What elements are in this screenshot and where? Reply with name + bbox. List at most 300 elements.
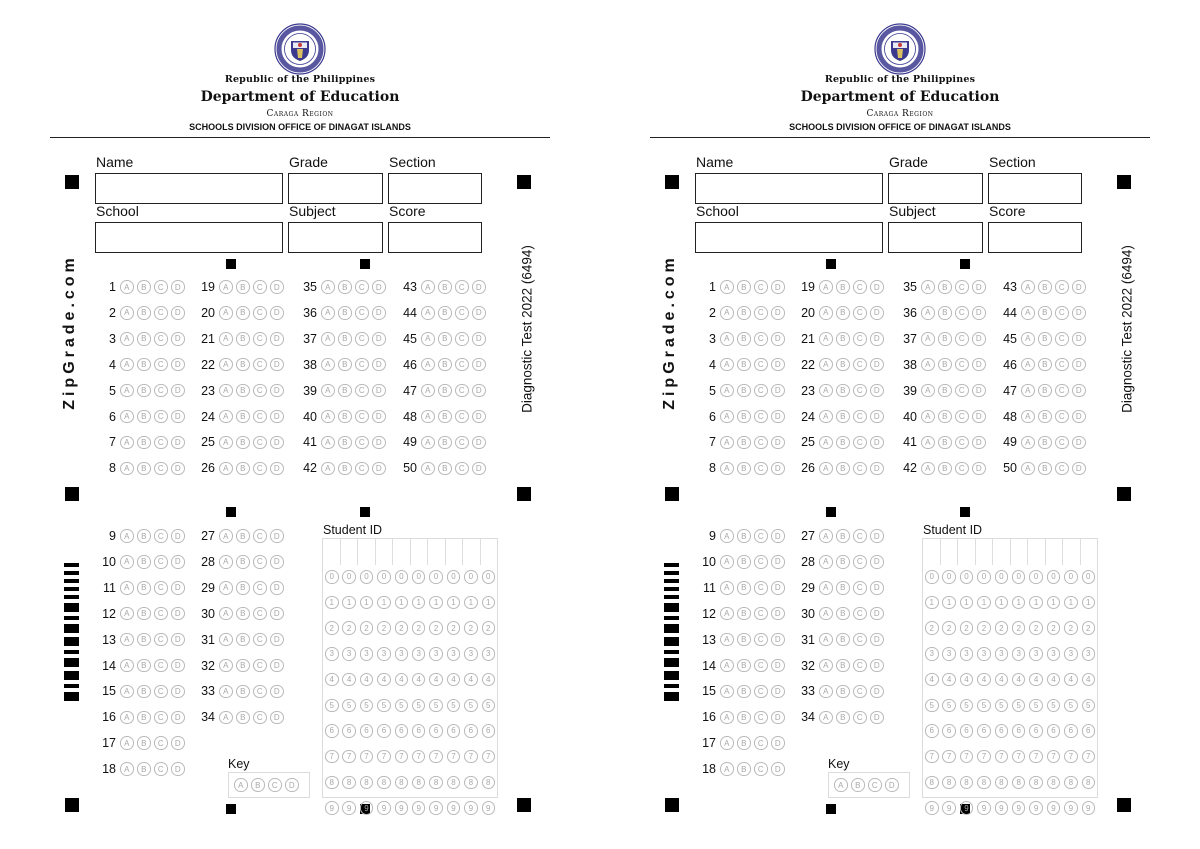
- answer-bubble-d[interactable]: D: [372, 384, 386, 398]
- answer-bubble-d[interactable]: D: [870, 607, 884, 621]
- answer-bubble-c[interactable]: C: [154, 410, 168, 424]
- student-id-digit-box[interactable]: [376, 539, 394, 565]
- subject-field[interactable]: [888, 222, 983, 253]
- answer-bubble-d[interactable]: D: [1072, 358, 1086, 372]
- answer-bubble-b[interactable]: B: [338, 358, 352, 372]
- answer-bubble-c[interactable]: C: [853, 607, 867, 621]
- student-id-bubble[interactable]: 7: [1047, 750, 1061, 764]
- student-id-bubble[interactable]: 0: [342, 570, 356, 584]
- student-id-bubble[interactable]: 8: [1047, 776, 1061, 790]
- answer-bubble-d[interactable]: D: [870, 280, 884, 294]
- answer-bubble-d[interactable]: D: [171, 685, 185, 699]
- student-id-bubble[interactable]: 8: [482, 776, 496, 790]
- answer-bubble-c[interactable]: C: [253, 436, 267, 450]
- answer-bubble-a[interactable]: A: [921, 410, 935, 424]
- answer-bubble-c[interactable]: C: [154, 736, 168, 750]
- answer-bubble-d[interactable]: D: [372, 410, 386, 424]
- answer-bubble-d[interactable]: D: [972, 436, 986, 450]
- answer-bubble-a[interactable]: A: [321, 332, 335, 346]
- answer-bubble-b[interactable]: B: [137, 384, 151, 398]
- student-id-bubble[interactable]: 0: [1012, 570, 1026, 584]
- answer-bubble-a[interactable]: A: [219, 555, 233, 569]
- answer-bubble-c[interactable]: C: [455, 436, 469, 450]
- answer-bubble-b[interactable]: B: [737, 685, 751, 699]
- answer-bubble-a[interactable]: A: [819, 280, 833, 294]
- answer-bubble-b[interactable]: B: [1038, 410, 1052, 424]
- answer-bubble-d[interactable]: D: [270, 581, 284, 595]
- answer-bubble-a[interactable]: A: [1021, 306, 1035, 320]
- student-id-bubble[interactable]: 2: [429, 621, 443, 635]
- student-id-bubble[interactable]: 9: [447, 801, 461, 815]
- answer-bubble-c[interactable]: C: [754, 607, 768, 621]
- answer-bubble-c[interactable]: C: [853, 462, 867, 476]
- answer-bubble-c[interactable]: C: [853, 581, 867, 595]
- answer-bubble-d[interactable]: D: [171, 462, 185, 476]
- answer-bubble-b[interactable]: B: [938, 410, 952, 424]
- student-id-digit-box[interactable]: [393, 539, 411, 565]
- answer-bubble-a[interactable]: A: [921, 332, 935, 346]
- student-id-bubble[interactable]: 5: [447, 699, 461, 713]
- answer-bubble-a[interactable]: A: [120, 607, 134, 621]
- answer-bubble-a[interactable]: A: [720, 529, 734, 543]
- answer-bubble-d[interactable]: D: [870, 462, 884, 476]
- answer-bubble-b[interactable]: B: [236, 711, 250, 725]
- answer-bubble-b[interactable]: B: [438, 384, 452, 398]
- answer-bubble-c[interactable]: C: [355, 384, 369, 398]
- answer-bubble-c[interactable]: C: [853, 410, 867, 424]
- answer-bubble-b[interactable]: B: [737, 358, 751, 372]
- answer-bubble-b[interactable]: B: [137, 555, 151, 569]
- answer-bubble-c[interactable]: C: [154, 581, 168, 595]
- answer-bubble-d[interactable]: D: [771, 280, 785, 294]
- answer-bubble-b[interactable]: B: [836, 607, 850, 621]
- answer-bubble-a[interactable]: A: [819, 607, 833, 621]
- student-id-bubble[interactable]: 3: [360, 647, 374, 661]
- answer-bubble-c[interactable]: C: [253, 581, 267, 595]
- student-id-bubble[interactable]: 0: [942, 570, 956, 584]
- answer-bubble-b[interactable]: B: [236, 555, 250, 569]
- student-id-bubble[interactable]: 2: [1012, 621, 1026, 635]
- student-id-bubble[interactable]: 8: [925, 776, 939, 790]
- student-id-bubble[interactable]: 9: [1064, 801, 1078, 815]
- student-id-bubble[interactable]: 6: [429, 724, 443, 738]
- answer-bubble-c[interactable]: C: [955, 436, 969, 450]
- student-id-digit-box[interactable]: [1046, 539, 1064, 565]
- answer-bubble-d[interactable]: D: [270, 410, 284, 424]
- student-id-bubble[interactable]: 6: [360, 724, 374, 738]
- answer-bubble-c[interactable]: C: [154, 436, 168, 450]
- answer-bubble-c[interactable]: C: [154, 384, 168, 398]
- student-id-bubble[interactable]: 8: [325, 776, 339, 790]
- answer-bubble-d[interactable]: D: [1072, 332, 1086, 346]
- answer-bubble-b[interactable]: B: [1038, 306, 1052, 320]
- student-id-bubble[interactable]: 8: [464, 776, 478, 790]
- answer-bubble-c[interactable]: C: [154, 529, 168, 543]
- answer-bubble-d[interactable]: D: [472, 462, 486, 476]
- student-id-bubble[interactable]: 6: [342, 724, 356, 738]
- answer-bubble-a[interactable]: A: [1021, 280, 1035, 294]
- key-bubble-b[interactable]: B: [851, 778, 865, 792]
- answer-bubble-b[interactable]: B: [137, 581, 151, 595]
- answer-bubble-d[interactable]: D: [771, 332, 785, 346]
- student-id-bubble[interactable]: 3: [1029, 647, 1043, 661]
- student-id-bubble[interactable]: 9: [377, 801, 391, 815]
- student-id-digit-box[interactable]: [446, 539, 464, 565]
- student-id-bubble[interactable]: 6: [464, 724, 478, 738]
- answer-bubble-a[interactable]: A: [1021, 358, 1035, 372]
- grade-field[interactable]: [888, 173, 983, 204]
- answer-bubble-b[interactable]: B: [137, 633, 151, 647]
- answer-bubble-c[interactable]: C: [754, 555, 768, 569]
- answer-bubble-b[interactable]: B: [938, 358, 952, 372]
- student-id-digit-box[interactable]: [1028, 539, 1046, 565]
- answer-bubble-c[interactable]: C: [853, 332, 867, 346]
- answer-bubble-a[interactable]: A: [421, 332, 435, 346]
- student-id-digit-box[interactable]: [323, 539, 341, 565]
- student-id-bubble[interactable]: 5: [412, 699, 426, 713]
- student-id-bubble[interactable]: 9: [342, 801, 356, 815]
- answer-bubble-b[interactable]: B: [737, 410, 751, 424]
- answer-bubble-b[interactable]: B: [137, 462, 151, 476]
- student-id-bubble[interactable]: 3: [960, 647, 974, 661]
- answer-bubble-a[interactable]: A: [321, 410, 335, 424]
- answer-bubble-a[interactable]: A: [720, 659, 734, 673]
- answer-bubble-a[interactable]: A: [720, 633, 734, 647]
- student-id-bubble[interactable]: 3: [395, 647, 409, 661]
- answer-bubble-a[interactable]: A: [120, 581, 134, 595]
- answer-bubble-a[interactable]: A: [720, 306, 734, 320]
- student-id-bubble[interactable]: 4: [377, 673, 391, 687]
- answer-bubble-b[interactable]: B: [836, 711, 850, 725]
- answer-bubble-c[interactable]: C: [355, 280, 369, 294]
- student-id-bubble[interactable]: 7: [925, 750, 939, 764]
- answer-bubble-b[interactable]: B: [137, 762, 151, 776]
- student-id-bubble[interactable]: 6: [1047, 724, 1061, 738]
- answer-bubble-d[interactable]: D: [870, 685, 884, 699]
- student-id-bubble[interactable]: 1: [1082, 596, 1096, 610]
- student-id-bubble[interactable]: 5: [377, 699, 391, 713]
- answer-bubble-d[interactable]: D: [771, 736, 785, 750]
- answer-bubble-b[interactable]: B: [737, 529, 751, 543]
- school-field[interactable]: [95, 222, 283, 253]
- student-id-digit-box[interactable]: [958, 539, 976, 565]
- student-id-bubble[interactable]: 2: [412, 621, 426, 635]
- answer-bubble-c[interactable]: C: [455, 332, 469, 346]
- student-id-bubble[interactable]: 3: [342, 647, 356, 661]
- answer-bubble-b[interactable]: B: [438, 280, 452, 294]
- answer-bubble-d[interactable]: D: [171, 306, 185, 320]
- answer-bubble-b[interactable]: B: [737, 736, 751, 750]
- answer-bubble-b[interactable]: B: [737, 462, 751, 476]
- answer-bubble-a[interactable]: A: [819, 555, 833, 569]
- answer-bubble-d[interactable]: D: [870, 581, 884, 595]
- student-id-digit-box[interactable]: [993, 539, 1011, 565]
- answer-bubble-a[interactable]: A: [921, 436, 935, 450]
- answer-bubble-d[interactable]: D: [771, 358, 785, 372]
- answer-bubble-b[interactable]: B: [236, 607, 250, 621]
- student-id-bubble[interactable]: 8: [960, 776, 974, 790]
- answer-bubble-a[interactable]: A: [720, 581, 734, 595]
- answer-bubble-b[interactable]: B: [236, 529, 250, 543]
- answer-bubble-a[interactable]: A: [1021, 384, 1035, 398]
- answer-bubble-a[interactable]: A: [321, 462, 335, 476]
- student-id-bubble[interactable]: 2: [360, 621, 374, 635]
- answer-bubble-b[interactable]: B: [438, 306, 452, 320]
- answer-bubble-a[interactable]: A: [819, 384, 833, 398]
- answer-bubble-c[interactable]: C: [955, 280, 969, 294]
- answer-bubble-c[interactable]: C: [1055, 436, 1069, 450]
- student-id-bubble[interactable]: 4: [1064, 673, 1078, 687]
- answer-bubble-a[interactable]: A: [720, 607, 734, 621]
- answer-bubble-b[interactable]: B: [836, 581, 850, 595]
- answer-bubble-a[interactable]: A: [819, 332, 833, 346]
- answer-bubble-b[interactable]: B: [836, 384, 850, 398]
- answer-bubble-b[interactable]: B: [1038, 436, 1052, 450]
- answer-bubble-a[interactable]: A: [120, 358, 134, 372]
- answer-bubble-c[interactable]: C: [154, 332, 168, 346]
- answer-bubble-a[interactable]: A: [421, 358, 435, 372]
- answer-bubble-c[interactable]: C: [853, 659, 867, 673]
- student-id-bubble[interactable]: 1: [412, 596, 426, 610]
- answer-bubble-d[interactable]: D: [472, 410, 486, 424]
- answer-bubble-d[interactable]: D: [1072, 462, 1086, 476]
- answer-bubble-d[interactable]: D: [372, 306, 386, 320]
- answer-bubble-a[interactable]: A: [720, 410, 734, 424]
- answer-bubble-c[interactable]: C: [1055, 358, 1069, 372]
- answer-bubble-d[interactable]: D: [171, 581, 185, 595]
- student-id-bubble[interactable]: 8: [360, 776, 374, 790]
- student-id-bubble[interactable]: 7: [995, 750, 1009, 764]
- student-id-bubble[interactable]: 2: [482, 621, 496, 635]
- answer-bubble-a[interactable]: A: [720, 555, 734, 569]
- answer-bubble-a[interactable]: A: [421, 306, 435, 320]
- student-id-digit-box[interactable]: [923, 539, 941, 565]
- student-id-bubble[interactable]: 9: [412, 801, 426, 815]
- answer-bubble-b[interactable]: B: [438, 332, 452, 346]
- answer-bubble-b[interactable]: B: [236, 659, 250, 673]
- answer-bubble-b[interactable]: B: [338, 306, 352, 320]
- answer-bubble-a[interactable]: A: [819, 633, 833, 647]
- student-id-bubble[interactable]: 7: [482, 750, 496, 764]
- student-id-bubble[interactable]: 2: [977, 621, 991, 635]
- student-id-digit-box[interactable]: [358, 539, 376, 565]
- student-id-bubble[interactable]: 2: [960, 621, 974, 635]
- answer-bubble-d[interactable]: D: [870, 659, 884, 673]
- student-id-bubble[interactable]: 7: [395, 750, 409, 764]
- answer-bubble-b[interactable]: B: [1038, 332, 1052, 346]
- answer-bubble-b[interactable]: B: [438, 436, 452, 450]
- answer-bubble-a[interactable]: A: [720, 332, 734, 346]
- answer-bubble-b[interactable]: B: [137, 358, 151, 372]
- student-id-bubble[interactable]: 7: [447, 750, 461, 764]
- answer-bubble-b[interactable]: B: [137, 436, 151, 450]
- key-bubble-a[interactable]: A: [834, 778, 848, 792]
- answer-bubble-d[interactable]: D: [870, 436, 884, 450]
- student-id-bubble[interactable]: 7: [360, 750, 374, 764]
- student-id-bubble[interactable]: 4: [995, 673, 1009, 687]
- student-id-bubble[interactable]: 2: [925, 621, 939, 635]
- answer-bubble-d[interactable]: D: [870, 384, 884, 398]
- answer-bubble-c[interactable]: C: [253, 633, 267, 647]
- student-id-bubble[interactable]: 2: [942, 621, 956, 635]
- answer-bubble-c[interactable]: C: [355, 332, 369, 346]
- answer-bubble-c[interactable]: C: [455, 462, 469, 476]
- answer-bubble-c[interactable]: C: [455, 358, 469, 372]
- answer-bubble-b[interactable]: B: [836, 462, 850, 476]
- answer-bubble-d[interactable]: D: [972, 410, 986, 424]
- answer-bubble-c[interactable]: C: [253, 384, 267, 398]
- answer-bubble-b[interactable]: B: [137, 607, 151, 621]
- answer-bubble-c[interactable]: C: [955, 332, 969, 346]
- student-id-bubble[interactable]: 1: [960, 596, 974, 610]
- score-field[interactable]: [388, 222, 482, 253]
- answer-bubble-c[interactable]: C: [253, 332, 267, 346]
- answer-bubble-a[interactable]: A: [120, 555, 134, 569]
- answer-bubble-a[interactable]: A: [321, 306, 335, 320]
- answer-bubble-d[interactable]: D: [171, 384, 185, 398]
- student-id-bubble[interactable]: 8: [995, 776, 1009, 790]
- student-id-bubble[interactable]: 4: [942, 673, 956, 687]
- answer-bubble-a[interactable]: A: [1021, 332, 1035, 346]
- student-id-digit-box[interactable]: [1063, 539, 1081, 565]
- answer-bubble-b[interactable]: B: [836, 633, 850, 647]
- answer-bubble-c[interactable]: C: [853, 384, 867, 398]
- answer-bubble-a[interactable]: A: [120, 529, 134, 543]
- answer-bubble-c[interactable]: C: [154, 762, 168, 776]
- answer-bubble-b[interactable]: B: [236, 581, 250, 595]
- answer-bubble-a[interactable]: A: [819, 358, 833, 372]
- answer-bubble-c[interactable]: C: [154, 306, 168, 320]
- answer-bubble-b[interactable]: B: [236, 633, 250, 647]
- answer-bubble-a[interactable]: A: [720, 436, 734, 450]
- answer-bubble-a[interactable]: A: [219, 462, 233, 476]
- student-id-bubble[interactable]: 5: [1082, 699, 1096, 713]
- answer-bubble-d[interactable]: D: [771, 685, 785, 699]
- answer-bubble-b[interactable]: B: [737, 659, 751, 673]
- student-id-bubble[interactable]: 5: [1064, 699, 1078, 713]
- answer-bubble-c[interactable]: C: [253, 306, 267, 320]
- answer-bubble-a[interactable]: A: [720, 736, 734, 750]
- answer-bubble-b[interactable]: B: [236, 306, 250, 320]
- answer-bubble-a[interactable]: A: [819, 436, 833, 450]
- answer-bubble-d[interactable]: D: [870, 529, 884, 543]
- answer-bubble-c[interactable]: C: [754, 529, 768, 543]
- answer-bubble-d[interactable]: D: [472, 436, 486, 450]
- answer-bubble-a[interactable]: A: [921, 462, 935, 476]
- answer-bubble-a[interactable]: A: [1021, 462, 1035, 476]
- answer-bubble-b[interactable]: B: [438, 462, 452, 476]
- student-id-bubble[interactable]: 7: [960, 750, 974, 764]
- answer-bubble-a[interactable]: A: [720, 462, 734, 476]
- answer-bubble-d[interactable]: D: [171, 711, 185, 725]
- answer-bubble-b[interactable]: B: [137, 659, 151, 673]
- student-id-bubble[interactable]: 9: [1029, 801, 1043, 815]
- student-id-bubble[interactable]: 6: [1029, 724, 1043, 738]
- student-id-bubble[interactable]: 3: [447, 647, 461, 661]
- student-id-bubble[interactable]: 0: [1082, 570, 1096, 584]
- student-id-digit-box[interactable]: [941, 539, 959, 565]
- answer-bubble-c[interactable]: C: [455, 280, 469, 294]
- student-id-bubble[interactable]: 3: [1047, 647, 1061, 661]
- answer-bubble-b[interactable]: B: [338, 280, 352, 294]
- answer-bubble-a[interactable]: A: [819, 581, 833, 595]
- student-id-bubble[interactable]: 0: [925, 570, 939, 584]
- student-id-bubble[interactable]: 2: [995, 621, 1009, 635]
- student-id-digit-box[interactable]: [341, 539, 359, 565]
- answer-bubble-b[interactable]: B: [236, 358, 250, 372]
- student-id-bubble[interactable]: 5: [960, 699, 974, 713]
- answer-bubble-c[interactable]: C: [1055, 410, 1069, 424]
- answer-bubble-a[interactable]: A: [120, 711, 134, 725]
- student-id-bubble[interactable]: 8: [447, 776, 461, 790]
- student-id-bubble[interactable]: 1: [1029, 596, 1043, 610]
- student-id-bubble[interactable]: 0: [1029, 570, 1043, 584]
- student-id-bubble[interactable]: 1: [942, 596, 956, 610]
- answer-bubble-b[interactable]: B: [836, 358, 850, 372]
- answer-bubble-c[interactable]: C: [754, 659, 768, 673]
- student-id-bubble[interactable]: 5: [464, 699, 478, 713]
- student-id-bubble[interactable]: 0: [1047, 570, 1061, 584]
- answer-bubble-b[interactable]: B: [737, 384, 751, 398]
- answer-bubble-a[interactable]: A: [219, 633, 233, 647]
- answer-bubble-b[interactable]: B: [137, 711, 151, 725]
- student-id-bubble[interactable]: 7: [1082, 750, 1096, 764]
- student-id-bubble[interactable]: 3: [977, 647, 991, 661]
- answer-bubble-b[interactable]: B: [836, 410, 850, 424]
- student-id-bubble[interactable]: 4: [447, 673, 461, 687]
- answer-bubble-a[interactable]: A: [1021, 436, 1035, 450]
- answer-bubble-b[interactable]: B: [836, 280, 850, 294]
- student-id-digit-box[interactable]: [1011, 539, 1029, 565]
- student-id-bubble[interactable]: 1: [977, 596, 991, 610]
- answer-bubble-d[interactable]: D: [270, 280, 284, 294]
- answer-bubble-d[interactable]: D: [870, 306, 884, 320]
- answer-bubble-c[interactable]: C: [754, 736, 768, 750]
- answer-bubble-a[interactable]: A: [720, 280, 734, 294]
- answer-bubble-d[interactable]: D: [1072, 410, 1086, 424]
- student-id-digit-box[interactable]: [1081, 539, 1098, 565]
- answer-bubble-c[interactable]: C: [1055, 306, 1069, 320]
- answer-bubble-a[interactable]: A: [219, 384, 233, 398]
- answer-bubble-b[interactable]: B: [236, 280, 250, 294]
- answer-bubble-a[interactable]: A: [720, 762, 734, 776]
- student-id-bubble[interactable]: 2: [1029, 621, 1043, 635]
- answer-bubble-b[interactable]: B: [338, 410, 352, 424]
- answer-bubble-d[interactable]: D: [270, 685, 284, 699]
- student-id-bubble[interactable]: 6: [1012, 724, 1026, 738]
- answer-bubble-b[interactable]: B: [836, 332, 850, 346]
- student-id-bubble[interactable]: 1: [429, 596, 443, 610]
- answer-bubble-d[interactable]: D: [870, 410, 884, 424]
- answer-bubble-d[interactable]: D: [270, 607, 284, 621]
- student-id-bubble[interactable]: 7: [1064, 750, 1078, 764]
- answer-bubble-b[interactable]: B: [338, 462, 352, 476]
- student-id-bubble[interactable]: 1: [447, 596, 461, 610]
- answer-bubble-a[interactable]: A: [120, 762, 134, 776]
- answer-bubble-c[interactable]: C: [1055, 462, 1069, 476]
- answer-bubble-a[interactable]: A: [219, 410, 233, 424]
- answer-bubble-b[interactable]: B: [438, 410, 452, 424]
- student-id-bubble[interactable]: 2: [377, 621, 391, 635]
- answer-bubble-d[interactable]: D: [270, 384, 284, 398]
- answer-bubble-d[interactable]: D: [771, 555, 785, 569]
- answer-bubble-c[interactable]: C: [955, 410, 969, 424]
- student-id-bubble[interactable]: 8: [377, 776, 391, 790]
- answer-bubble-b[interactable]: B: [338, 332, 352, 346]
- answer-bubble-c[interactable]: C: [253, 462, 267, 476]
- answer-bubble-d[interactable]: D: [171, 436, 185, 450]
- answer-bubble-d[interactable]: D: [972, 332, 986, 346]
